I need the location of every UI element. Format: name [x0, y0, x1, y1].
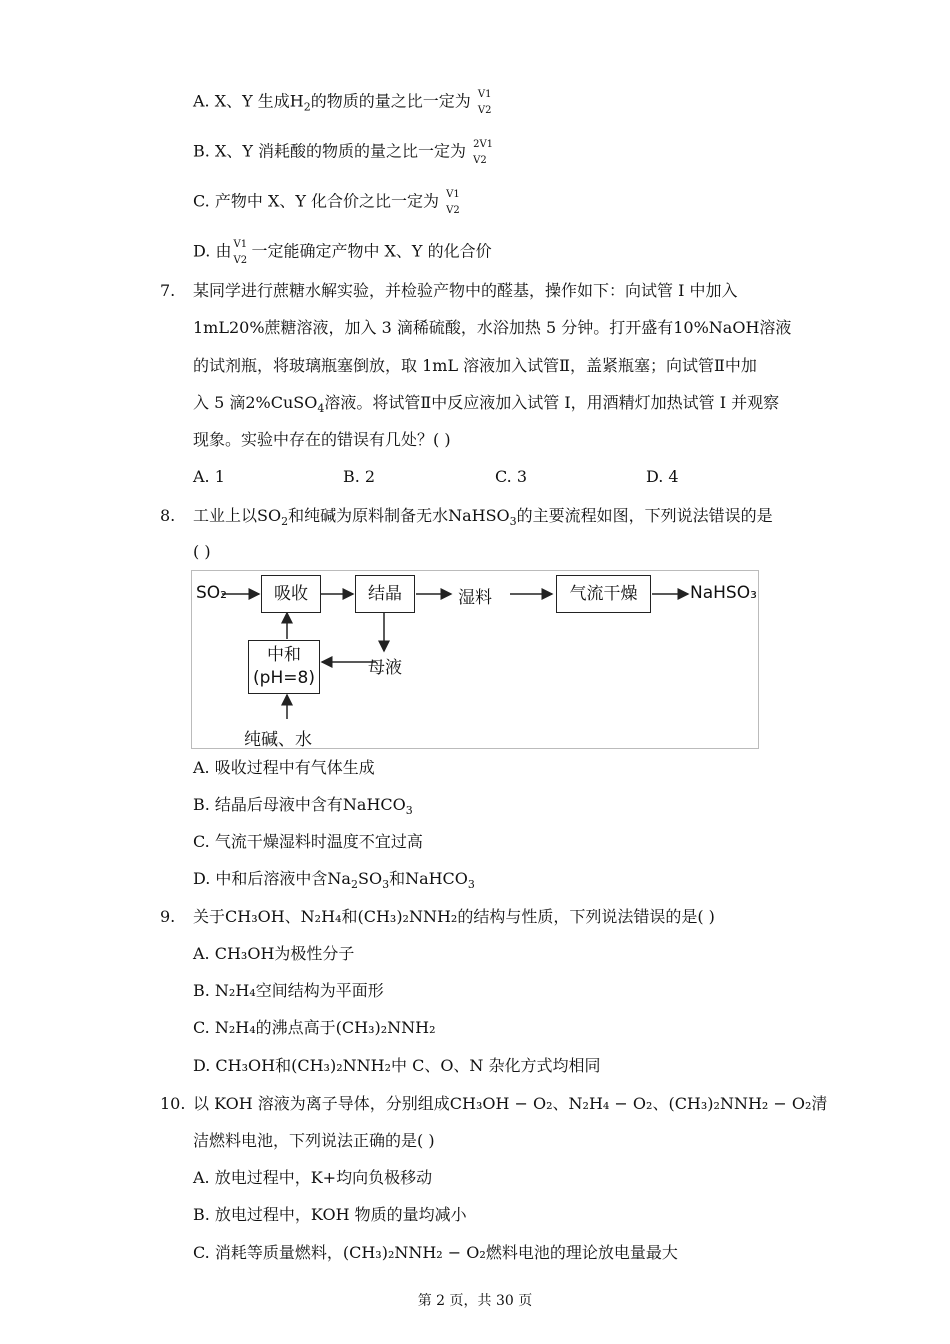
q9-option-d: D. CH₃OH和(CH₃)₂NNH₂中 C、O、N 杂化方式均相同: [193, 1056, 601, 1075]
q8-option-a: A. 吸收过程中有气体生成: [193, 758, 375, 777]
q7-choice-d: D. 4: [646, 467, 679, 486]
q8-option-c: C. 气流干燥湿料时温度不宜过高: [193, 832, 423, 851]
q6-option-a: A. X、Y 生成$H_2$的物质的量之比一定为 V1 V2: [193, 88, 496, 116]
q9-option-b: B. N₂H₄空间结构为平面形: [193, 981, 384, 1000]
question-number: 8.: [160, 506, 176, 525]
node-air-dry: 气流干燥: [556, 575, 651, 613]
label-so2: SO₂: [196, 583, 227, 603]
q8-stem-line: ( ): [193, 542, 211, 561]
q7-stem-line: 现象。实验中存在的错误有几处？( ): [193, 430, 451, 449]
process-flow-diagram: [191, 570, 759, 749]
q10-stem-line: 以 KOH 溶液为离子导体，分别组成CH₃OH − O₂、N₂H₄ − O₂、(CH₃)₂NNH₂ − O₂清: [193, 1094, 828, 1113]
fraction-v1-v2: V1 V2: [446, 189, 460, 216]
q8-option-d: D. 中和后溶液中含$Na_2SO_3$和NaHCO$_3$: [193, 869, 475, 891]
q6-option-c: C. 产物中 X、Y 化合价之比一定为 V1 V2: [193, 188, 464, 216]
q9-option-a: A. CH₃OH为极性分子: [193, 944, 355, 963]
label-product: NaHSO₃: [690, 583, 757, 603]
fraction-v1-v2: V1 V2: [233, 239, 248, 266]
q10-option-a: A. 放电过程中，K+均向负极移动: [193, 1168, 433, 1187]
q7-stem-line: 入 5 滴2%CuSO$_4$溶液。将试管Ⅱ中反应液加入试管 I，用酒精灯加热试管 I 并观察: [193, 393, 780, 415]
label-wet-material: 湿料: [458, 588, 492, 608]
q6-option-b: B. X、Y 消耗酸的物质的量之比一定为 2V1 V2: [193, 138, 495, 166]
label-feed: 纯碱、水: [244, 730, 312, 750]
label-mother-liquor: 母液: [368, 658, 402, 678]
q10-option-c: C. 消耗等质量燃料，(CH₃)₂NNH₂ − O₂燃料电池的理论放电量最大: [193, 1243, 678, 1262]
q10-option-b: B. 放电过程中，KOH 物质的量均减小: [193, 1205, 467, 1224]
q7-choice-c: C. 3: [495, 467, 528, 486]
node-neutralize: 中和 (pH=8): [248, 640, 320, 694]
q9-stem: 关于CH₃OH、N₂H₄和(CH₃)₂NNH₂的结构与性质，下列说法错误的是( ): [193, 907, 715, 926]
question-number: 9.: [160, 907, 176, 926]
q7-stem-line: 1mL20%蔗糖溶液，加入 3 滴稀硫酸，水浴加热 5 分钟。打开盛有10%NaOH溶液: [193, 318, 792, 337]
q6-option-d: D. 由 V1 V2 一定能确定产物中 X、Y 的化合价: [193, 239, 492, 266]
question-number: 10.: [160, 1094, 186, 1113]
q7-stem-line: 的试剂瓶，将玻璃瓶塞倒放，取 1mL 溶液加入试管Ⅱ，盖紧瓶塞；向试管Ⅱ中加: [193, 356, 757, 375]
node-crystallize: 结晶: [355, 575, 415, 613]
question-number: 7.: [160, 281, 176, 300]
q7-choice-a: A. 1: [193, 467, 225, 486]
q7-stem-line: 某同学进行蔗糖水解实验，并检验产物中的醛基，操作如下：向试管 I 中加入: [193, 281, 738, 300]
q9-option-c: C. N₂H₄的沸点高于(CH₃)₂NNH₂: [193, 1018, 436, 1037]
fraction-v1-v2: V1 V2: [477, 89, 492, 116]
q10-stem-line: 洁燃料电池，下列说法正确的是( ): [193, 1131, 435, 1150]
q8-option-b: B. 结晶后母液中含有NaHCO$_3$: [193, 795, 413, 817]
q7-choice-b: B. 2: [343, 467, 376, 486]
node-absorb: 吸收: [261, 575, 321, 613]
q8-stem-line: 工业上以$SO_2$和纯碱为原料制备无水NaHSO$_3$的主要流程如图，下列说法错误的是: [193, 506, 773, 528]
fraction-2v1-v2: 2V1 V2: [473, 139, 494, 166]
page-footer: 第 2 页，共 30 页: [417, 1293, 533, 1309]
